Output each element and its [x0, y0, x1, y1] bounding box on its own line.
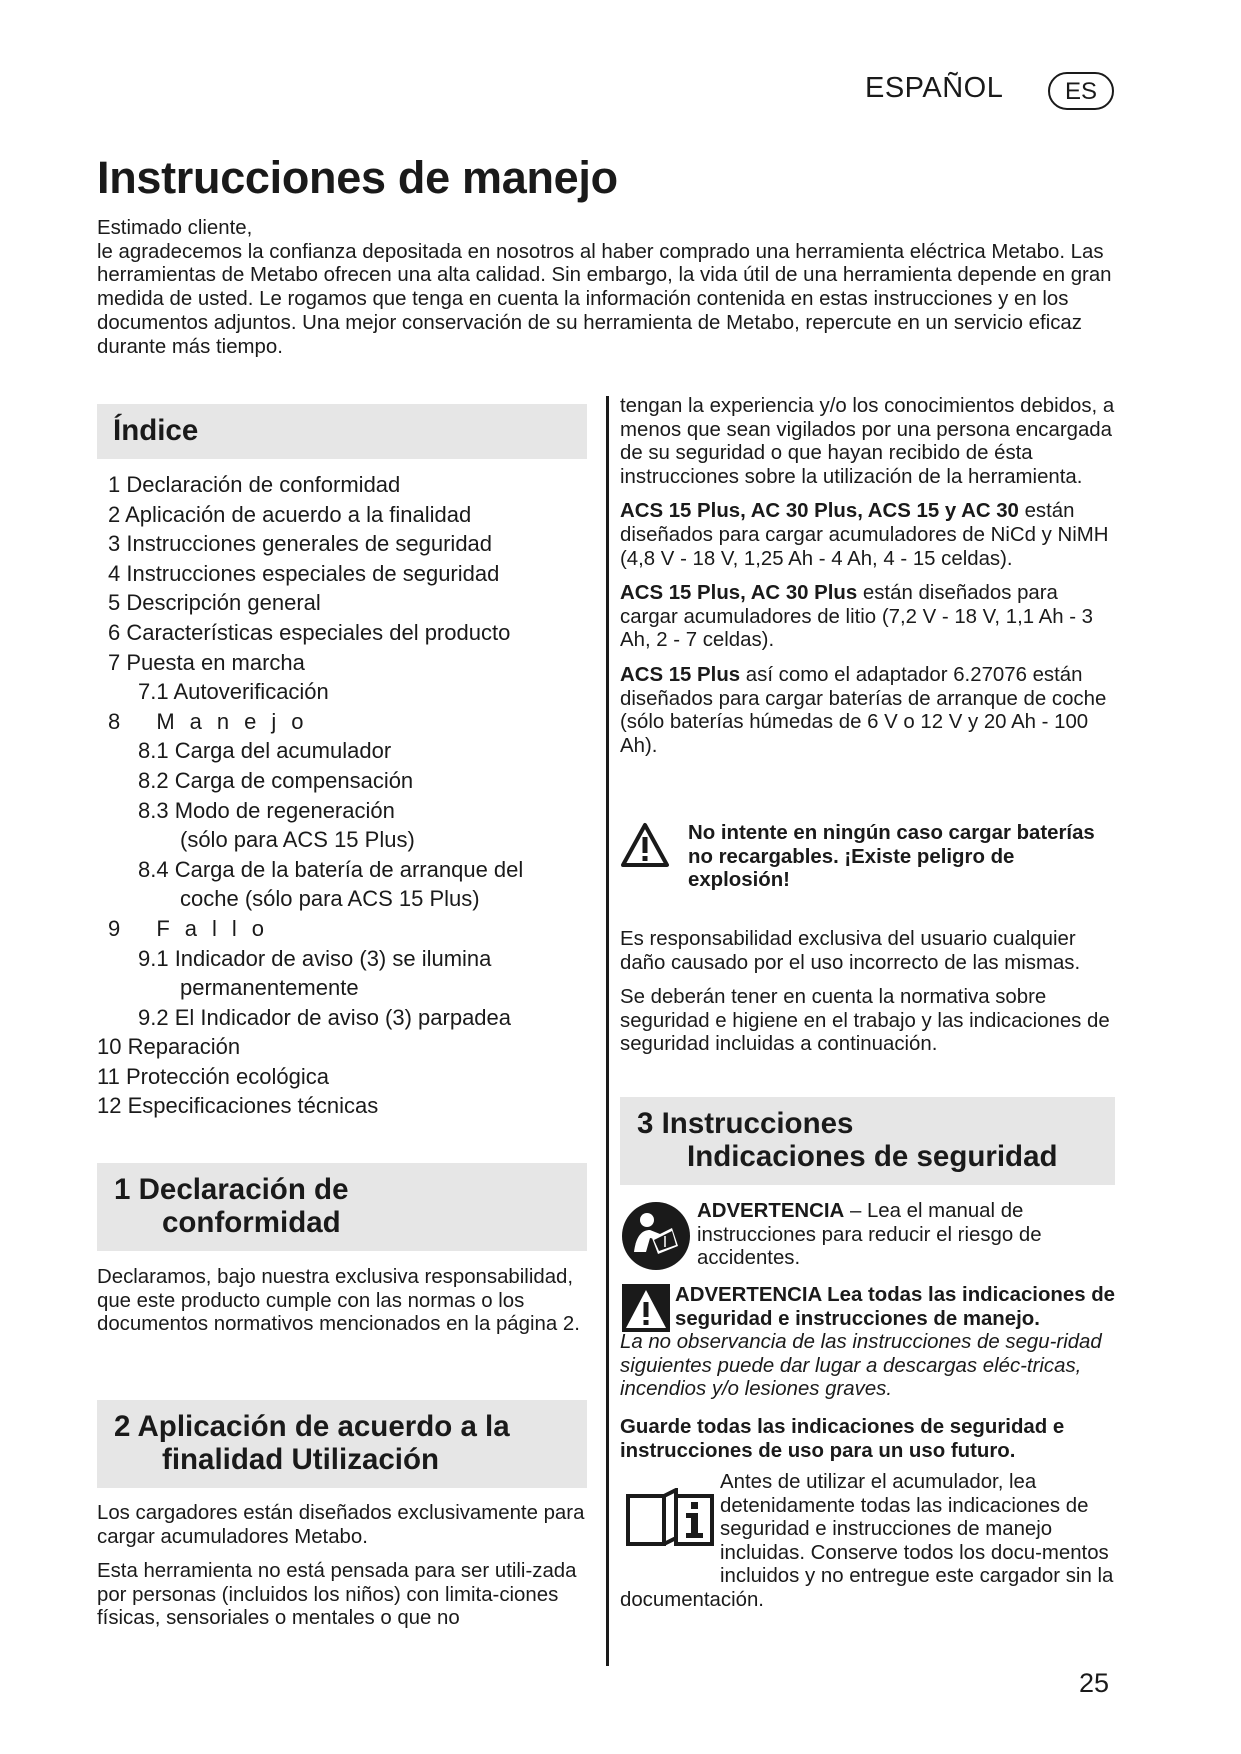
section-1-body: [97, 1266, 597, 1348]
section-1-heading-line2: conformidad: [162, 1206, 341, 1239]
info-icon-spacer: [620, 1471, 720, 1566]
toc-item[interactable]: 3 Instrucciones generales de seguridad: [108, 531, 493, 557]
section-2-heading-line2: finalidad Utilización: [162, 1443, 439, 1476]
intro-text: [97, 217, 1122, 359]
right-paragraph-text: están diseñados para cargar acumuladores de NiCd y NiMH (4,8 V - 18 V, 1,25 Ah - 4 Ah, 4 - 15 celdas).: [620, 500, 1109, 570]
right-paragraph: [620, 500, 1120, 571]
model-names: ACS 15 Plus, AC 30 Plus, ACS 15 y AC 30: [620, 500, 1019, 523]
toc-item-continued[interactable]: coche (sólo para ACS 15 Plus): [180, 886, 480, 912]
warning-square-icon: [622, 1284, 670, 1332]
toc-item[interactable]: 10 Reparación: [97, 1034, 241, 1060]
section-1-heading-line1: 1 Declaración de: [114, 1173, 349, 1206]
right-paragraph-text: así como el adaptador 6.27076 están diseñados para cargar baterías de arranque de coche (sólo baterías húmedas de 6 V o 12 V y 20 Ah - 100 Ah).: [620, 663, 1107, 757]
toc-item[interactable]: 1 Declaración de conformidad: [108, 472, 401, 497]
intro-body: le agradecemos la confianza depositada en nosotros al haber comprado una herramienta eléctrica Metabo. Las herramientas de Metabo ofrecen una alta calidad. Sin embargo, la vida útil de una herramienta depende en gran medida de usted. Le rogamos que tenga en cuenta la información contenida en estas instrucciones y en los documentos adjuntos. Una mejor conservación de su herramienta de Metabo, repercute en un servicio eficaz durante más tiempo.: [97, 240, 1112, 358]
advertencia-text: – Lea el manual de instrucciones para reducir el riesgo de accidentes.: [697, 1200, 1042, 1270]
page-number: 25: [1079, 1668, 1110, 1698]
toc-heading-box: [97, 404, 587, 459]
right-column-body-2: [620, 928, 1120, 1068]
language-badge: ES: [1048, 72, 1114, 110]
right-paragraph: Es responsabilidad exclusiva del usuario cualquier daño causado por el uso incorrecto de las mismas.: [620, 928, 1081, 974]
toc-item[interactable]: 7 Puesta en marcha: [108, 649, 305, 675]
section-2-body: [97, 1502, 597, 1642]
advertencia-consequences: La no observancia de las instrucciones de segu-ridad siguientes puede dar lugar a descargas eléc-tricas, incendios y/o lesiones graves.: [620, 1331, 1102, 1401]
section-3-heading-line2: Indicaciones de seguridad: [687, 1140, 1058, 1173]
toc-item[interactable]: 8.4 Carga de la batería de arranque del: [138, 856, 524, 882]
toc-item[interactable]: 9 Fallo: [108, 915, 280, 941]
section-2-paragraph: Esta herramienta no está pensada para ser utili-zada por personas (incluidos los niños) con limita-ciones físicas, sensoriales o mentales o que no: [97, 1560, 577, 1630]
column-divider: [606, 396, 609, 1666]
toc-item[interactable]: 2 Aplicación de acuerdo a la finalidad: [108, 501, 472, 527]
right-paragraph: [620, 664, 1120, 758]
toc-item[interactable]: 8.2 Carga de compensación: [138, 767, 414, 793]
page-title: Instrucciones de manejo: [97, 152, 618, 203]
toc-item-continued[interactable]: permanentemente: [180, 975, 359, 1001]
right-paragraph: Se deberán tener en cuenta la normativa sobre seguridad e higiene en el trabajo y las indicaciones de seguridad incluidas a continuación.: [620, 986, 1110, 1056]
model-names: ACS 15 Plus: [620, 663, 741, 686]
right-paragraph: tengan la experiencia y/o los conocimientos debidos, a menos que sean vigilados por una persona encargada de su seguridad o que hayan recibido de ésta instrucciones sobre la utilización de la herramienta.: [620, 395, 1115, 488]
advertencia-read-manual: [697, 1200, 1117, 1271]
info-paragraph: [620, 1471, 1120, 1613]
toc-item[interactable]: 8 Manejo: [108, 708, 319, 734]
toc-item[interactable]: 12 Especificaciones técnicas: [97, 1093, 379, 1119]
model-names: ACS 15 Plus, AC 30 Plus: [620, 582, 858, 605]
toc-item[interactable]: 9.1 Indicador de aviso (3) se ilumina: [138, 945, 492, 971]
section-3-heading-line1: 3 Instrucciones: [637, 1107, 854, 1140]
right-paragraph: [620, 582, 1120, 653]
section-2-paragraph: Los cargadores están diseñados exclusivamente para cargar acumuladores Metabo.: [97, 1502, 585, 1548]
read-manual-icon: [620, 1200, 692, 1272]
keep-instructions-note: Guarde todas las indicaciones de seguridad e instrucciones de uso para un uso futuro.: [620, 1416, 1065, 1462]
section-1-heading-box: [97, 1163, 587, 1251]
language-label: ESPAÑOL: [865, 72, 1004, 104]
section-3-heading-box: [620, 1097, 1115, 1185]
toc-item-continued[interactable]: (sólo para ACS 15 Plus): [180, 827, 415, 853]
toc-item[interactable]: 9.2 El Indicador de aviso (3) parpadea: [138, 1004, 512, 1030]
info-text: Antes de utilizar el acumulador, lea detenidamente todas las indicaciones de seguridad e instrucciones de manejo incluidas. Conserve todos los docu-mentos incluidos y no entregue este cargador sin la documentación.: [620, 1471, 1114, 1611]
intro-greeting: Estimado cliente,: [97, 217, 253, 239]
toc-item[interactable]: 8.3 Modo de regeneración: [138, 797, 395, 823]
toc-heading: Índice: [113, 414, 199, 447]
toc-item[interactable]: 4 Instrucciones especiales de seguridad: [108, 560, 500, 586]
toc-item[interactable]: 7.1 Autoverificación: [138, 679, 329, 705]
toc-item[interactable]: 8.1 Carga del acumulador: [138, 738, 392, 764]
advertencia-all-instructions: ADVERTENCIA Lea todas las indicaciones de seguridad e instrucciones de manejo.: [675, 1284, 1116, 1330]
toc-item[interactable]: 6 Características especiales del producto: [108, 619, 511, 645]
toc-item[interactable]: 5 Descripción general: [108, 590, 321, 616]
table-of-contents: [97, 470, 587, 1121]
advertencia-label: ADVERTENCIA: [697, 1200, 845, 1222]
toc-item[interactable]: 11 Protección ecológica: [97, 1063, 329, 1089]
explosion-warning: No intente en ningún caso cargar baterías no recargables. ¡Existe peligro de explosión!: [688, 822, 1095, 892]
section-2-heading-box: [97, 1400, 587, 1488]
right-column-body: [620, 395, 1120, 769]
warning-triangle-icon: [620, 822, 670, 868]
section-1-text: Declaramos, bajo nuestra exclusiva responsabilidad, que este producto cumple con las normas o los documentos normativos mencionados en la página 2.: [97, 1266, 580, 1336]
section-2-heading-line1: 2 Aplicación de acuerdo a la: [114, 1410, 510, 1443]
right-paragraph-text: están diseñados para cargar acumuladores de litio (7,2 V - 18 V, 1,1 Ah - 3 Ah, 2 - 7 celdas).: [620, 582, 1094, 652]
